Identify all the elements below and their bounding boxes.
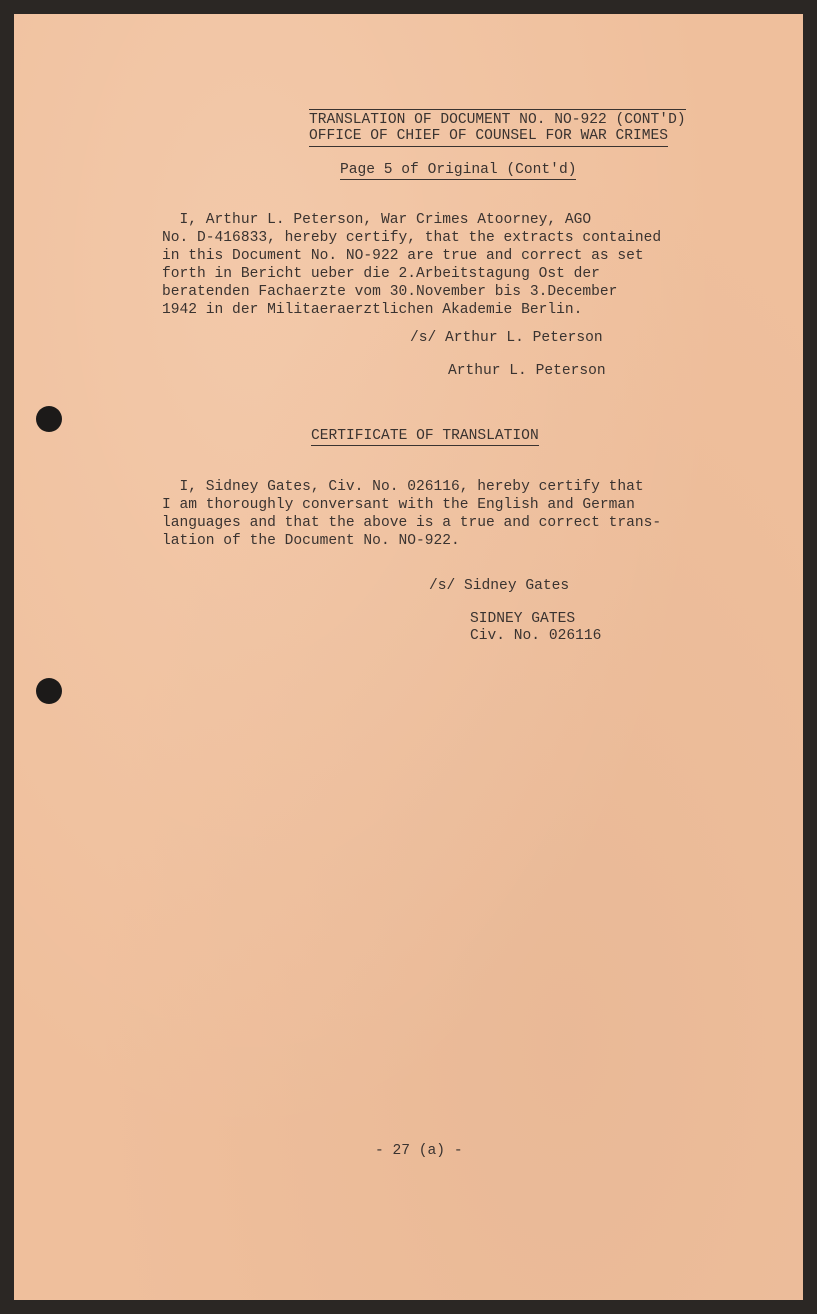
gates-signature: /s/ Sidney Gates bbox=[429, 578, 570, 594]
translation-line: I am thoroughly conversant with the English and German bbox=[162, 497, 635, 513]
gates-name: SIDNEY GATES bbox=[470, 611, 576, 627]
translation-line: I, Sidney Gates, Civ. No. 026116, hereby certify that bbox=[162, 479, 644, 495]
certification-line: in this Document No. NO-922 are true and correct as set bbox=[162, 248, 644, 264]
certification-line: 1942 in der Militaeraerztlichen Akademie Berlin. bbox=[162, 302, 583, 318]
gates-civ-number: Civ. No. 026116 bbox=[470, 628, 602, 644]
certification-line: No. D-416833, hereby certify, that the extracts contained bbox=[162, 230, 662, 246]
certificate-title: CERTIFICATE OF TRANSLATION bbox=[311, 428, 539, 444]
certification-line: I, Arthur L. Peterson, War Crimes Atoorney, AGO bbox=[162, 212, 592, 228]
document-page bbox=[14, 14, 803, 1300]
peterson-signature: /s/ Arthur L. Peterson bbox=[410, 330, 603, 346]
page-reference: Page 5 of Original (Cont'd) bbox=[340, 162, 577, 178]
translation-line: lation of the Document No. NO-922. bbox=[162, 533, 460, 549]
certification-line: beratenden Fachaerzte vom 30.November bis 3.December bbox=[162, 284, 618, 300]
peterson-name: Arthur L. Peterson bbox=[448, 363, 606, 379]
certification-line: forth in Bericht ueber die 2.Arbeitstagung Ost der bbox=[162, 266, 600, 282]
header-line-1: TRANSLATION OF DOCUMENT NO. NO-922 (CONT'D) bbox=[309, 109, 686, 129]
page-number: - 27 (a) - bbox=[375, 1143, 463, 1159]
punch-hole-bottom bbox=[36, 678, 62, 704]
translation-line: languages and that the above is a true and correct trans- bbox=[162, 515, 662, 531]
punch-hole-top bbox=[36, 406, 62, 432]
header-line-2: OFFICE OF CHIEF OF COUNSEL FOR WAR CRIMES bbox=[309, 127, 668, 147]
